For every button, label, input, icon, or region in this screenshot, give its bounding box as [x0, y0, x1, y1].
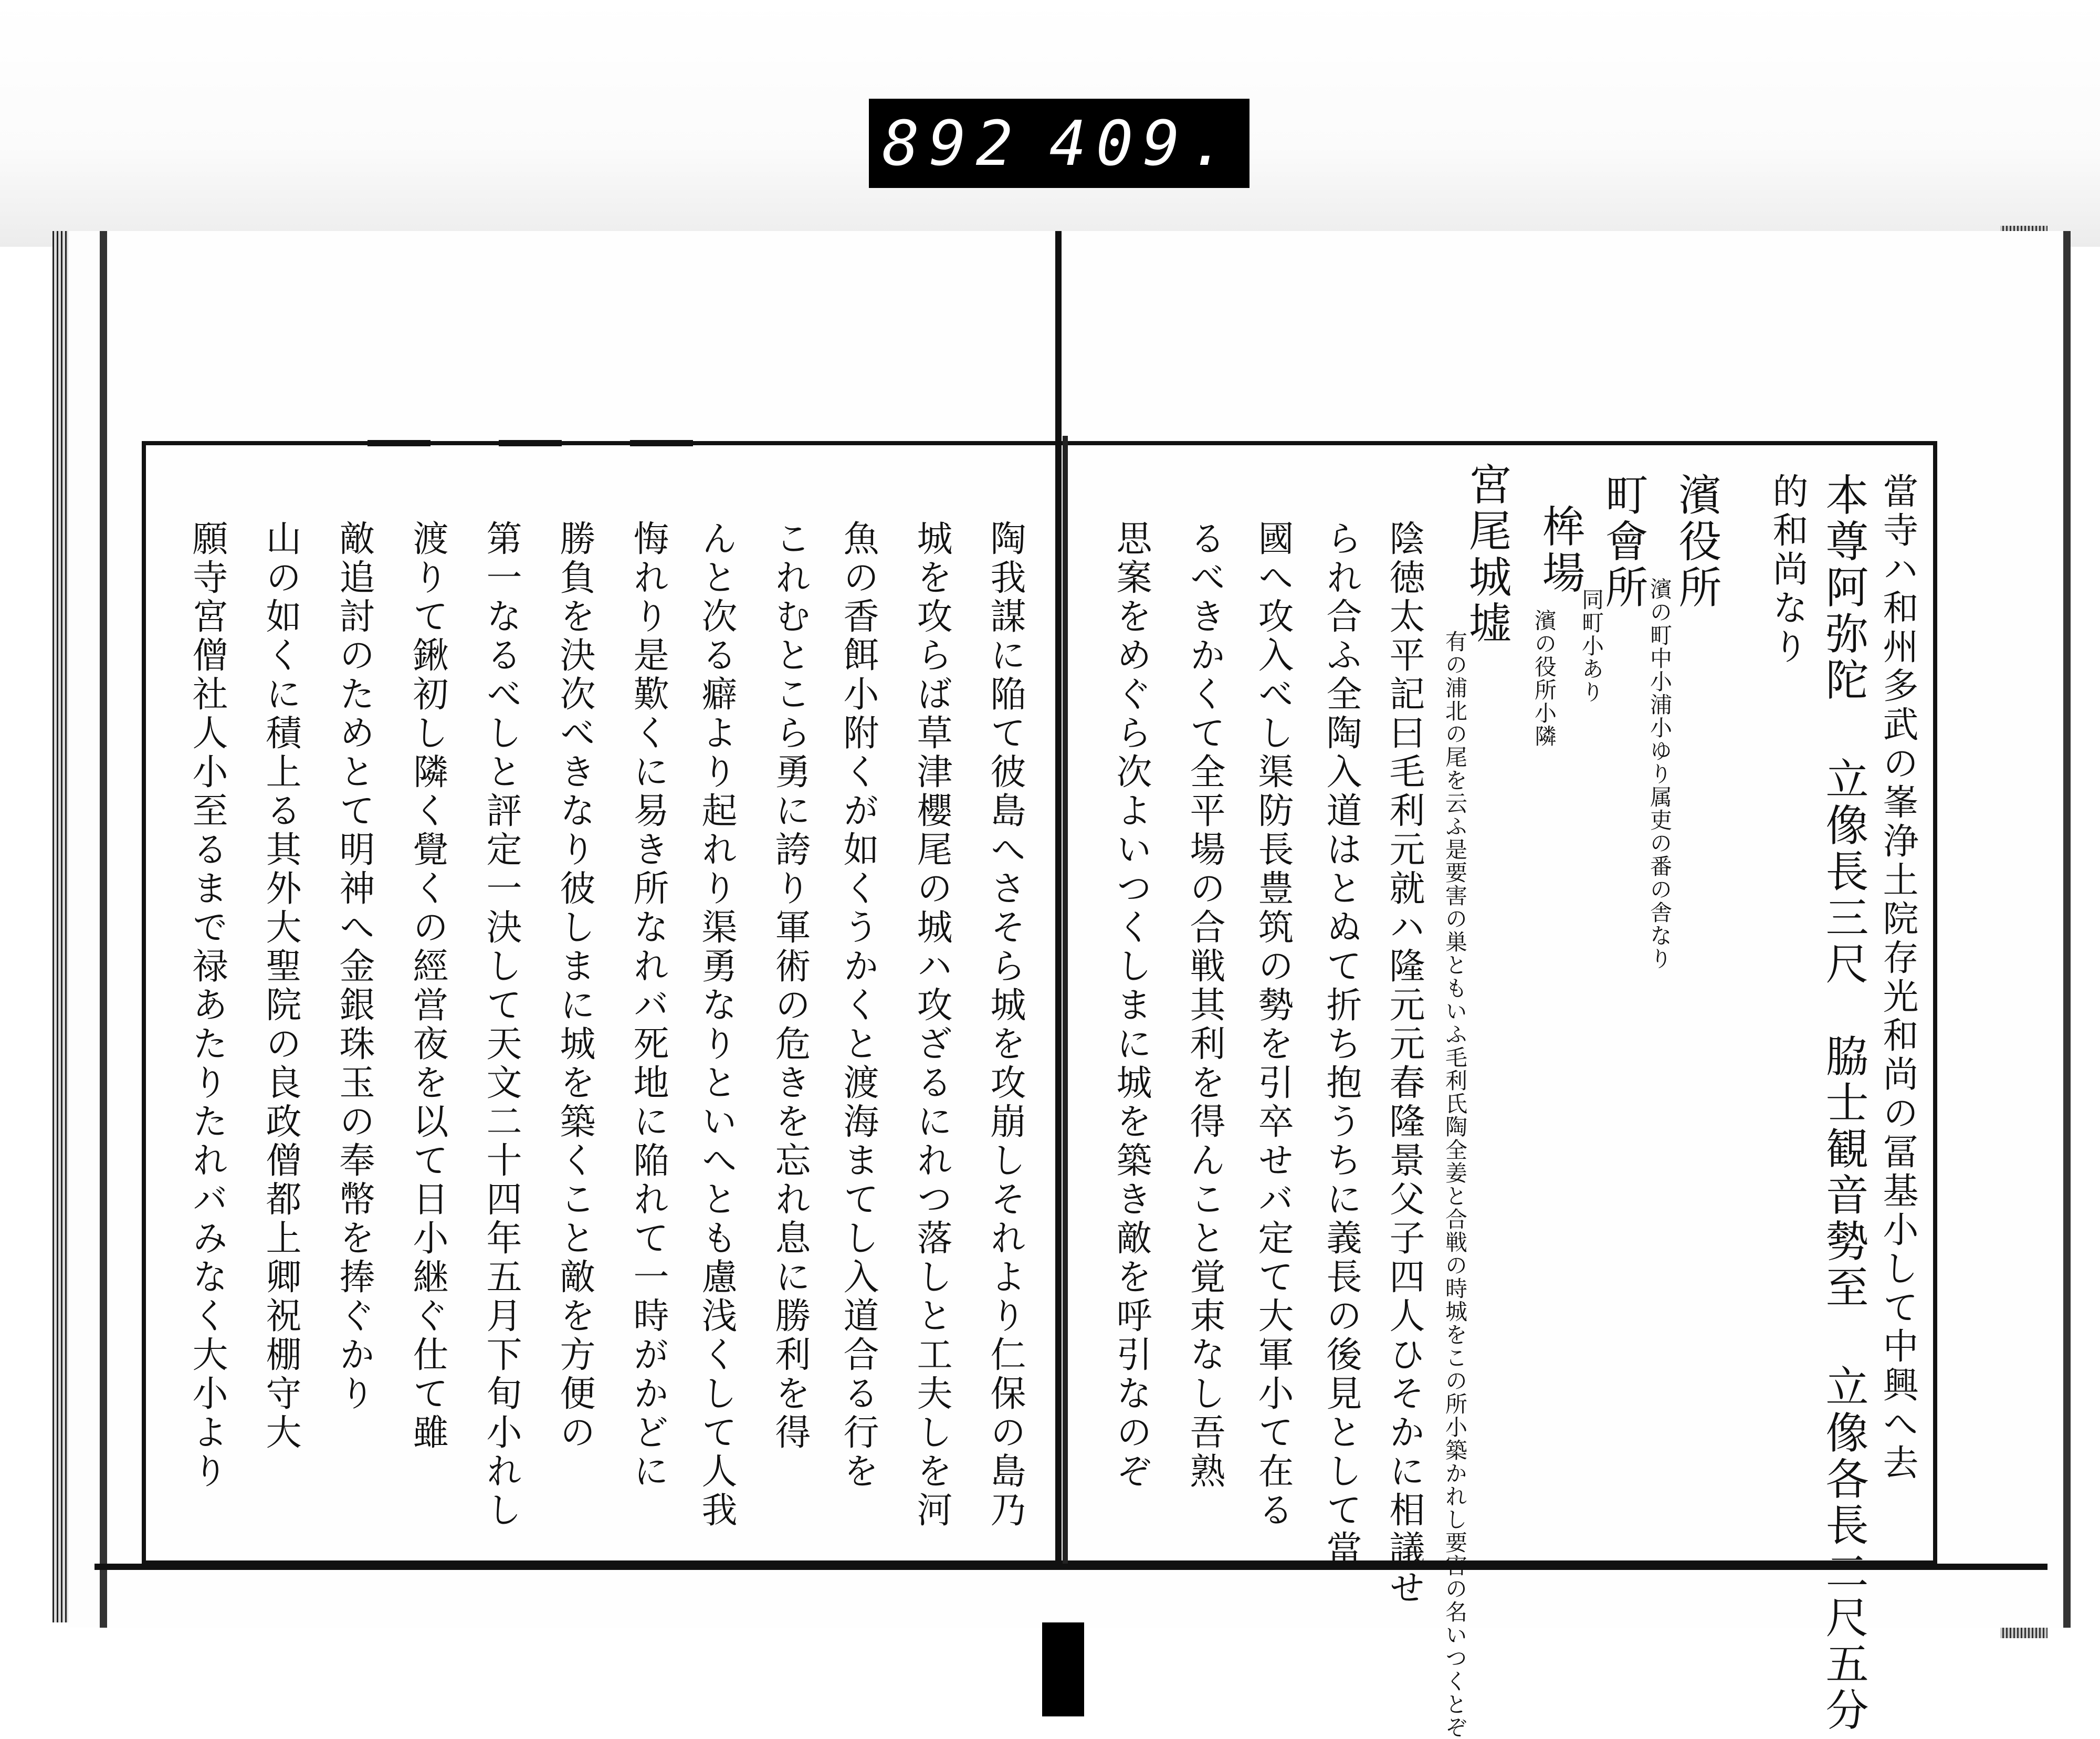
left-col-4: これむとこら勇に誇り軍術の危きを忘れ息に勝利を得: [769, 520, 811, 1452]
right-col-14: 國へ攻入べし渠防長豊筑の勢を引卒せバ定て大軍小て在る: [1252, 520, 1294, 1530]
left-col-5: んと次る癖より起れり渠勇なりといへとも慮浅くして人我: [696, 520, 737, 1530]
left-col-8: 第一なるべしと評定一決して天文二十四年五月下旬小れし: [480, 520, 522, 1530]
frame-center-rule: [1063, 436, 1068, 1565]
right-col-1: 當寺ハ和州多武の峯浄土院存光和尚の冨基小して中興へ去: [1877, 473, 1918, 1483]
left-col-12: 願寺宮僧社人小至るまで禄あたりたれバみなく大小より: [186, 520, 228, 1491]
bottom-rule: [94, 1564, 2048, 1570]
tick-mark: [368, 440, 430, 446]
right-col-9: 濱の役所小隣: [1531, 609, 1557, 748]
left-col-2: 城を攻らば草津櫻尾の城ハ攻ざるにれつ落しと工夫しを河: [911, 520, 952, 1530]
left-col-9: 渡りて鍬初し隣く覺くの經営夜を以て日小継ぐ仕て雖: [407, 520, 448, 1452]
right-col-11: 有の浦北の尾を云ふ是要害の巣ともいふ毛利氏陶全姜と合戦の時城をこの所小築かれし要害の名いつくとぞ: [1442, 630, 1468, 1739]
frame-top-ticks: [368, 440, 693, 446]
left-col-3: 魚の香餌小附くが如くうかくと渡海まてし入道合る行を: [837, 520, 879, 1491]
right-col-10: 宮尾城墟: [1462, 462, 1511, 647]
right-col-6: 町會所: [1598, 473, 1648, 611]
frame-number-right: 409.: [1049, 107, 1236, 180]
left-col-11: 山の如くに積上る其外大聖院の良政僧都上卿祝棚守大: [260, 520, 301, 1452]
right-col-2: 本尊阿弥陀 立像長三尺 脇士観音勢至 立像各長二尺五分: [1819, 473, 1868, 1734]
right-col-3: 的和尚なり: [1767, 473, 1808, 667]
right-col-8: 桙場: [1535, 504, 1585, 596]
right-col-16: 思案をめぐら次よいつくしまに城を築き敵を呼引なのぞ: [1110, 520, 1152, 1491]
right-col-7: 同町小あり: [1579, 588, 1604, 704]
right-col-15: るべきかくて全平場の合戦其利を得んこと覚束なし吾熟: [1184, 520, 1225, 1491]
left-col-7: 勝負を決次べきなり彼しまに城を築くこと敵を方便の: [554, 520, 595, 1452]
right-col-4: 濱役所: [1672, 473, 1721, 611]
right-col-5: 濱の町中小浦小ゆり属吏の番の舎なり: [1647, 578, 1673, 970]
frame-counter: [869, 99, 1250, 188]
tick-mark: [499, 440, 562, 446]
gutter-marker: [1042, 1622, 1084, 1716]
frame-number-left: 892: [882, 107, 1023, 180]
right-col-13: られ合ふ全陶入道はとぬて折ち抱うちに義長の後見として當: [1320, 520, 1362, 1569]
left-col-1: 陶我謀に陥て彼島へさそら城を攻崩しそれより仁保の島乃: [984, 520, 1026, 1530]
left-col-10: 敵追討のためとて明神へ金銀珠玉の奉幣を捧ぐかり: [333, 520, 375, 1413]
right-col-12: 陰徳太平記曰毛利元就ハ隆元元春隆景父子四人ひそかに相議せ: [1383, 520, 1425, 1608]
tick-mark: [630, 440, 693, 446]
left-col-6: 悔れり是歎くに易き所なれバ死地に陥れて一時がかどに: [627, 520, 669, 1491]
